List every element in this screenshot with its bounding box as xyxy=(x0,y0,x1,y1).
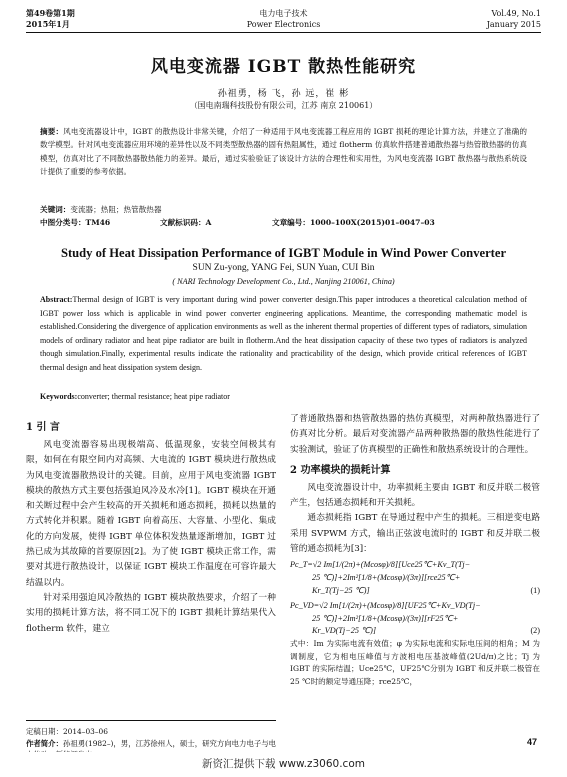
received-date: 定稿日期：2014–03–06 xyxy=(26,727,108,736)
equation-1 xyxy=(290,559,540,597)
page-number: 47 xyxy=(526,737,537,747)
section-2-heading: 2 功率模块的损耗计算 xyxy=(290,464,391,476)
doc-code: 文献标识码：A xyxy=(160,218,212,227)
abstract-en-label: Abstract: xyxy=(40,295,73,304)
column-right-continuation: 了普通散热器和热管散热器的热仿真模型，对两种散热器进行了仿真对比分析。最后对变流器产品两种散热器的散热性能进行了实验测试，验证了仿真模型的正确性和散热系统设计的合理性。 xyxy=(290,414,540,455)
section-2-paragraph-1: 风电变流器设计中，功率损耗主要由 IGBT 和反并联二极管产生，包括通态损耗和开关损耗。 xyxy=(290,482,540,509)
header-left: 第49卷第1期 2015年1月 xyxy=(26,8,75,29)
equation-2-line-1: Pc_VD=√2 Im[1/(2π)+(Mcosφ)/8][UF25℃+Kv_VD(Tj− xyxy=(290,600,481,610)
header-center: 电力电子技术 Power Electronics xyxy=(246,9,321,29)
equation-1-line-3: Kr_T(Tj−25 ℃)] (1) xyxy=(290,585,540,598)
column-left xyxy=(26,418,276,637)
keywords-cn-label: 关键词： xyxy=(40,205,71,214)
affiliation-cn: （国电南瑞科技股份有限公司，江苏 南京 210061） xyxy=(189,101,378,110)
keywords-en xyxy=(40,392,527,401)
author-bio: 作者简介：孙祖勇(1982–)，男，江苏徐州人，硕士，研究方向电力电子与电 xyxy=(26,738,277,748)
equation-variable-definitions: 式中：Im 为实际电流有效值；φ 为实际电流和实际电压间的相角；M 为调制度，它为相电压峰值与方波相电压基波峰值(2Ud/π)之比；Tj 为 IGBT 的实际结温；Uce25℃，UF25℃分别为 IGBT 和反并联二极管在 25 ℃时的额定导通压降；rce25℃， xyxy=(290,639,540,686)
clc-number: 中图分类号：TM46 xyxy=(40,218,111,227)
equation-1-line-2: 25 ℃)]+2Im²[1/8+(Mcosφ)/(3π)][rce25℃+ xyxy=(312,573,461,583)
abstract-en xyxy=(40,293,527,375)
equation-2-line-2: 25 ℃)]+2Im²[1/8+(Mcosφ)/(3π)][rF25℃+ xyxy=(312,613,459,623)
equation-1-number: (1) xyxy=(530,585,540,595)
equation-2-line-3: Kr_VD(Tj−25 ℃)] (2) xyxy=(290,625,540,638)
equation-2-number: (2) xyxy=(530,626,540,636)
paper-title-cn: 风电变流器 IGBT 散热性能研究 xyxy=(150,57,417,77)
abstract-cn-text: 风电变流器设计中，IGBT 的散热设计非常关键，介绍了一种适用于风电变流器工程应用的 IGBT 损耗的理论计算方法，并建立了准确的数学模型。针对风电变流器应用环境的差异性以及不同类型散热器的固有热阻属性，通过 flotherm 仿真软件搭建普通散热器与热管散热器的仿真模型，仿真对比了不同散热器散热能力的差异。最后，通过实验验证了该设计方法的合理性和实用性，为风电变流器 IGBT 散热器与散热系统设计提供了重要的参考依据。 xyxy=(40,127,527,177)
authors-en: SUN Zu-yong, YANG Fei, SUN Yuan, CUI Bin xyxy=(192,263,375,273)
section-1-heading: 1 引 言 xyxy=(26,422,60,433)
abstract-cn-label: 摘要： xyxy=(40,127,64,136)
section-1-paragraph-1: 风电变流器容易出现极端高、低温现象，安装空间极其有限，如何在有限空间内对高频、大电流的 IGBT 模块进行散热成为风电变流器散热设计的关键。目前，应用于风电变流器 IGBT 模块的散热方式主要包括强迫风冷及水冷[1]。IGBT 模块在开通和关断过程中会产生较高的开关损耗和通态损耗，损耗以热量的方式转化并积累。随着 IGBT 向着高压、大容量、小型化、集成化的方向发展，使得 IGBT 单位体积发热量逐渐增加，IGBT 过热已成为其故障的首要原因[2]。为了使 IGBT 模块正常工作，需要对其进行散热设计，以保证 IGBT 模块工作温度在可容许最大结温以内。 xyxy=(26,440,276,588)
keywords-en-text: converter; thermal resistance; heat pipe radiator xyxy=(77,392,230,401)
equation-2 xyxy=(290,600,540,638)
abstract-cn xyxy=(40,125,527,179)
equation-1-line-1: Pc_T=√2 Im[1/(2π)+(Mcosφ)/8][Uce25℃+Kv_T(Tj− xyxy=(290,560,471,570)
section-2-paragraph-2: 通态损耗指 IGBT 在导通过程中产生的损耗。三相逆变电路采用 SVPWM 方式，输出正弦波电流时的 IGBT 和反并联二极管的通态损耗为[3]： xyxy=(290,513,540,555)
keywords-en-label: Keywords: xyxy=(40,392,78,401)
header-right: Vol.49, No.1 January 2015 xyxy=(486,9,541,29)
keywords-cn-text: 变流器；热阻；热管散热器 xyxy=(70,205,162,214)
download-watermark: 新资汇提供下载 www.z3060.com xyxy=(0,752,567,777)
section-1-paragraph-2: 针对采用强迫风冷散热的 IGBT 模块散热要求，介绍了一种实用的损耗计算方法，将不同工况下的 IGBT 损耗计算结果代入 flotherm 软件，建立 xyxy=(26,592,276,634)
running-header xyxy=(26,6,541,33)
article-number: 文章编号：1000–100X(2015)01–0047–03 xyxy=(272,218,435,227)
keywords-cn xyxy=(40,204,162,215)
authors-cn: 孙祖勇，杨 飞，孙 远，崔 彬 xyxy=(217,89,350,99)
column-right xyxy=(290,412,540,689)
paper-title-en: Study of Heat Dissipation Performance of IGBT Module in Wind Power Converter xyxy=(60,246,507,260)
affiliation-en: ( NARI Technology Development Co., Ltd., Nanjing 210061, China) xyxy=(172,277,395,286)
abstract-en-text: Thermal design of IGBT is very important during wind power converter design.This paper introduces a theoretical calculation method of IGBT power loss which is applicable in wind power converter engineering applications. Meantime, the corresponding mathematic model is established.Considering the divergence of application environments as well as the inherent thermal properties of different types of radiators, simulation models of ordinary radiator and heat pipe radiator are built in flotherm.And the heat dissipation capacity of these two types of radiators is analyzed though simulation.Finally, experimental results indicate the rationality and practicability of the design, which provide critical references of IGBT thermal design and heat dissipation system design. xyxy=(40,295,527,372)
